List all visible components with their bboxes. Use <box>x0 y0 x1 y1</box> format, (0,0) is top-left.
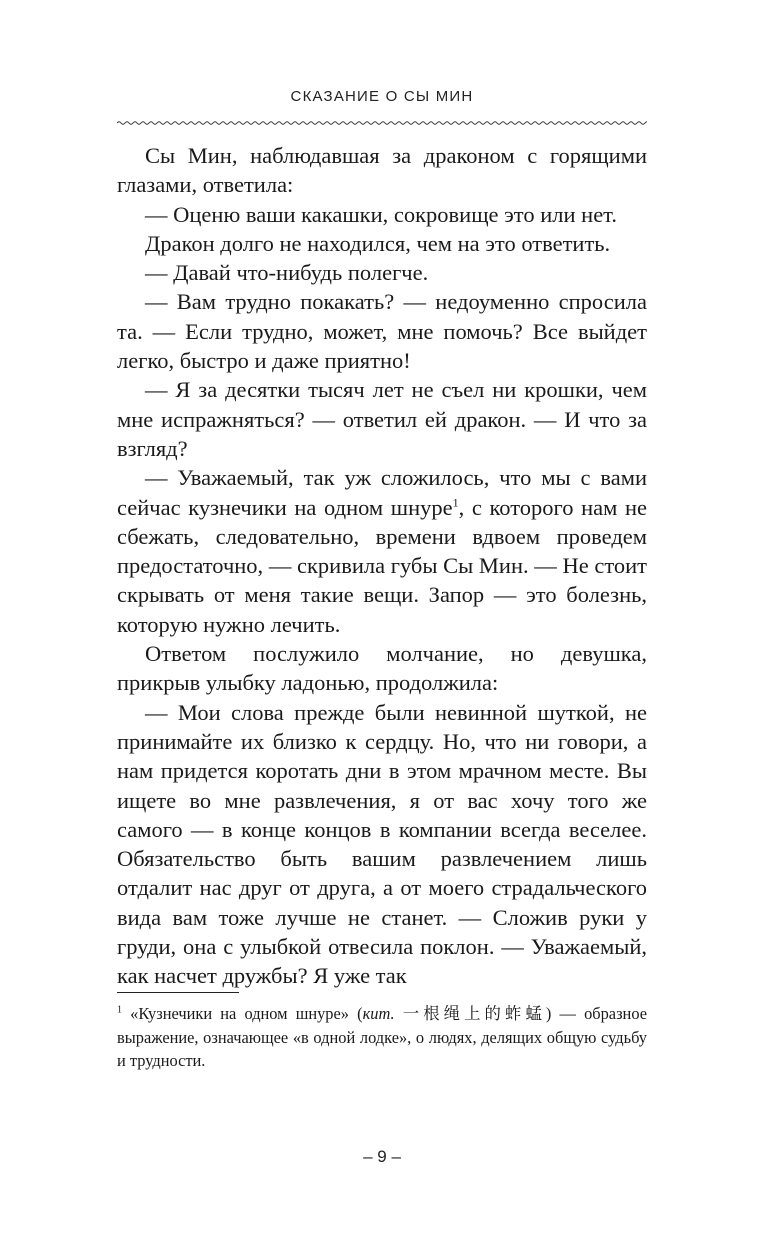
paragraph: — Вам трудно покакать? — недоуменно спросила та. — Если трудно, может, мне помочь? Все выйдет легко, быстро и даже приятно! <box>117 289 647 374</box>
paragraph: — Оценю ваши какашки, сокровище это или нет. <box>145 201 617 227</box>
paragraph: — Давай что-нибудь полегче. <box>145 260 429 286</box>
paragraph-text: — Уважаемый, так уж сложилось, что мы с вами сейчас кузнечики на одном шнуре <box>117 465 647 520</box>
footnote-text: ) — образное выражение, означающее «в одной лодке», о людях, делящих общую судьбу и трудности. <box>117 1004 647 1070</box>
footnote-language-abbr: кит. <box>362 1004 395 1023</box>
footnote-mark: 1 <box>117 1004 122 1016</box>
paragraph: — Мои слова прежде были невинной шуткой, не принимайте их близко к сердцу. Но, что ни говори, а нам придется коротать дни в этом мрачном месте. Вы ищете во мне развлечения, я от вас хочу того же самого — в конце концов в компании всегда веселее. Обязательство быть вашим развлечением лишь отдалит нас друг от друга, а от моего страдальческого вида вам тоже лучше не станет. — Сложив руки у груди, она с улыбкой отвесила поклон. — Уважаемый, как насчет дружбы? Я уже так <box>117 699 647 989</box>
paragraph: Сы Мин, наблюдавшая за драконом с горящими глазами, ответила: <box>117 143 647 198</box>
footnote-divider <box>117 992 239 993</box>
paragraph-text: , с которого нам не сбежать, следовательно, времени вдвоем проведем предостаточно, — скривила губы Сы Мин. — Не стоит скрывать от меня такие вещи. Запор — это болезнь, которую нужно лечить. <box>117 494 647 637</box>
header-wavy-rule <box>117 120 647 126</box>
footnote-reference[interactable]: 1 <box>452 495 459 510</box>
main-text <box>117 141 647 991</box>
running-title: СКАЗАНИЕ О СЫ МИН <box>290 88 474 105</box>
footnote <box>117 1002 647 1073</box>
footnote-quote: «Кузнечики на одном шнуре» ( <box>130 1004 363 1023</box>
paragraph-with-footnote <box>117 463 647 639</box>
page-number: – 9 – <box>363 1147 401 1166</box>
paragraph: — Я за десятки тысяч лет не съел ни крошки, чем мне испражняться? — ответил ей дракон. — И что за взгляд? <box>117 377 647 461</box>
footnote-chinese: 一根绳上的蚱蜢 <box>394 1004 546 1023</box>
paragraph: Дракон долго не находился, чем на это ответить. <box>145 230 611 256</box>
paragraph: Ответом послужило молчание, но девушка, прикрыв улыбку ладонью, продолжила: <box>117 641 647 696</box>
